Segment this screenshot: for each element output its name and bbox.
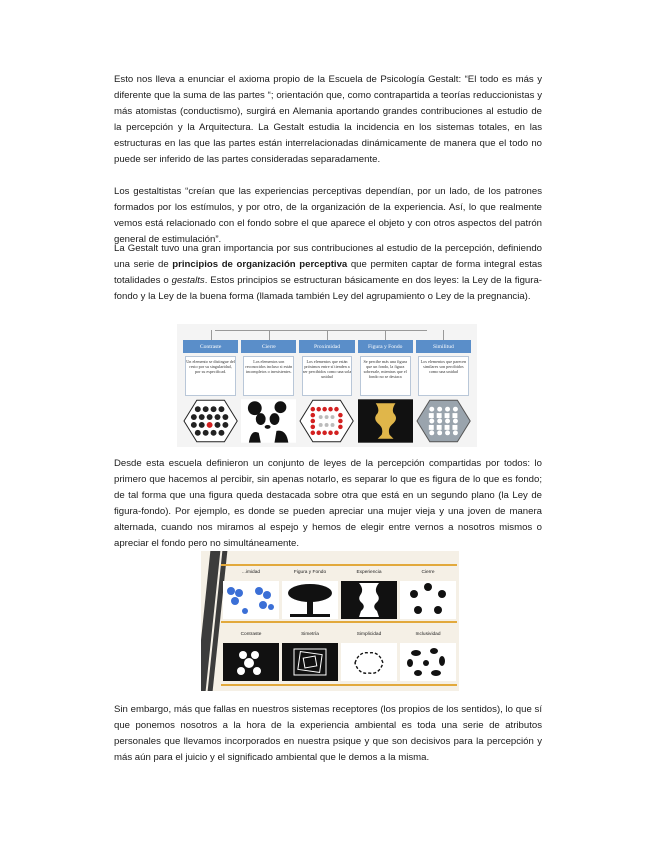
principle-column-proximidad <box>299 328 354 445</box>
principle-description: Un elemento se distingue del resto por su singularidad, por su especificad. <box>185 356 236 396</box>
gestalt-principles-figure <box>177 324 477 447</box>
closure-circles-image <box>400 581 456 619</box>
principle-column-contraste <box>183 328 238 445</box>
principle-column-similitud <box>416 328 471 445</box>
simplicity-shape-image <box>341 643 397 681</box>
law-label: Cierre <box>421 569 435 575</box>
p3-text-b: que permiten captar de forma integral estas totalidades o <box>114 258 542 286</box>
panda-closure-image <box>241 399 296 443</box>
p3-italic-term: gestalts <box>171 274 205 286</box>
principle-description: Los elementos son reconocidos incluso si están incompletos o inexistentes. <box>243 356 294 396</box>
law-label: Figura y Fondo <box>293 569 327 575</box>
law-label: Experiencia <box>356 569 382 575</box>
principle-title: Similitud <box>416 340 471 353</box>
law-label: Inclusividad <box>415 631 441 637</box>
principle-column-cierre <box>241 328 296 445</box>
law-label: Simplicidad <box>356 631 382 637</box>
paragraph-gestalt-axiom: Esto nos lleva a enunciar el axioma propio de la Escuela de Psicología Gestalt: “El todo es más y diferente que la suma de las partes “; orientación que, como contrapartida a teorías reduccionistas y más atomistas (conductismo), surgirá en Alemania aportando grandes contribuciones al estudio de la percepción y la Arquitectura. La Gestalt estudia la incidencia en los sistemas totales, en las estructuras en las que las partes están interrelacionadas dinámicamente de manera que el todo no puede ser inferido de las partes consideradas separadamente. <box>114 74 542 165</box>
law-cell <box>223 565 279 625</box>
principle-description: Se percibe más una figura que un fondo, la figura sobresale, mientras que el fondo no se destaca <box>360 356 411 396</box>
principle-description: Los elementos que están próximos entre sí tienden a ser percibidos como una sola unidad <box>302 356 353 396</box>
p3-bold-term: principios de organización perceptiva <box>172 258 348 270</box>
inclusivity-blobs-image <box>400 643 456 681</box>
contrast-hexagon-image <box>183 399 238 443</box>
law-label: Simetría <box>301 631 319 637</box>
gestalt-laws-grid-figure <box>201 551 459 691</box>
paragraph-gestaltistas: Los gestaltistas “creían que las experiencias perceptivas dependían, por un lado, de los patrones formados por los estímulos, y por otro, de la organización de la experiencia. Así, lo que realmente vemos está relacionado con el fondo sobre el que aparece el objeto y con otros aspectos del patrón general de estimulación”. <box>114 186 542 245</box>
paragraph-figure-ground: Desde esta escuela definieron un conjunto de leyes de la percepción compartidas por todos: lo primero que hacemos al percibir, sin apenas notarlo, es separar lo que es figura de lo que es fondo; de tal forma que una figura queda destacada sobre otra que está en un segundo plano (la Ley de figura-fondo). Por ejemplo, es donde se pueden apreciar una mujer vieja y una joven de manera alternada, cuando nos miramos al espejo y hemos de elegir entre vernos a nosotros mismos o apreciar el fondo pero no simultáneamente. <box>114 458 542 549</box>
law-label: ...imidad <box>241 569 261 575</box>
tree-silhouette-image <box>282 581 338 619</box>
principle-title: Proximidad <box>299 340 354 353</box>
faces-vase-image <box>341 581 397 619</box>
p3-text-a: La Gestalt tuvo una gran importancia por sus contribuciones al estudio de la percepción, definiendo una serie de <box>114 243 542 270</box>
law-cell <box>282 627 338 687</box>
law-cell <box>400 565 456 625</box>
law-cell <box>400 627 456 687</box>
principle-column-figura-fondo <box>358 328 413 445</box>
proximity-blue-shapes-image <box>223 581 279 619</box>
principle-description: Los elementos que parecen similares son percibidos como una unidad <box>418 356 469 396</box>
p3-text-c: . Estos principios se estructuran básicamente en dos leyes: la Ley de la figura-fondo y la Ley de la buena forma (llamada también Ley del agrupamiento o Ley de la pregnancia). <box>114 274 542 302</box>
law-cell <box>341 627 397 687</box>
law-cell <box>341 565 397 625</box>
law-label: Contraste <box>240 631 262 637</box>
law-cell <box>223 627 279 687</box>
proximity-dots-image <box>299 399 354 443</box>
contrast-dots-image <box>223 643 279 681</box>
similarity-pattern-image <box>416 399 471 443</box>
paragraph-principles <box>114 241 542 305</box>
symmetry-squares-image <box>282 643 338 681</box>
principle-title: Cierre <box>241 340 296 353</box>
principle-title: Figura y Fondo <box>358 340 413 353</box>
law-cell <box>282 565 338 625</box>
figure-ground-vase-image <box>358 399 413 443</box>
principle-title: Contraste <box>183 340 238 353</box>
paragraph-personal-attributes: Sin embargo, más que fallas en nuestros sistemas receptores (los propios de los sentidos), lo que sí que ponemos nosotros a la hora de la experiencia ambiental es toda una serie de atributos personales que llevamos incorporados en nuestra psique y que son decisivos para la percepción y más aún para el juicio y el significado ambiental que le demos a la misma. <box>114 704 542 763</box>
